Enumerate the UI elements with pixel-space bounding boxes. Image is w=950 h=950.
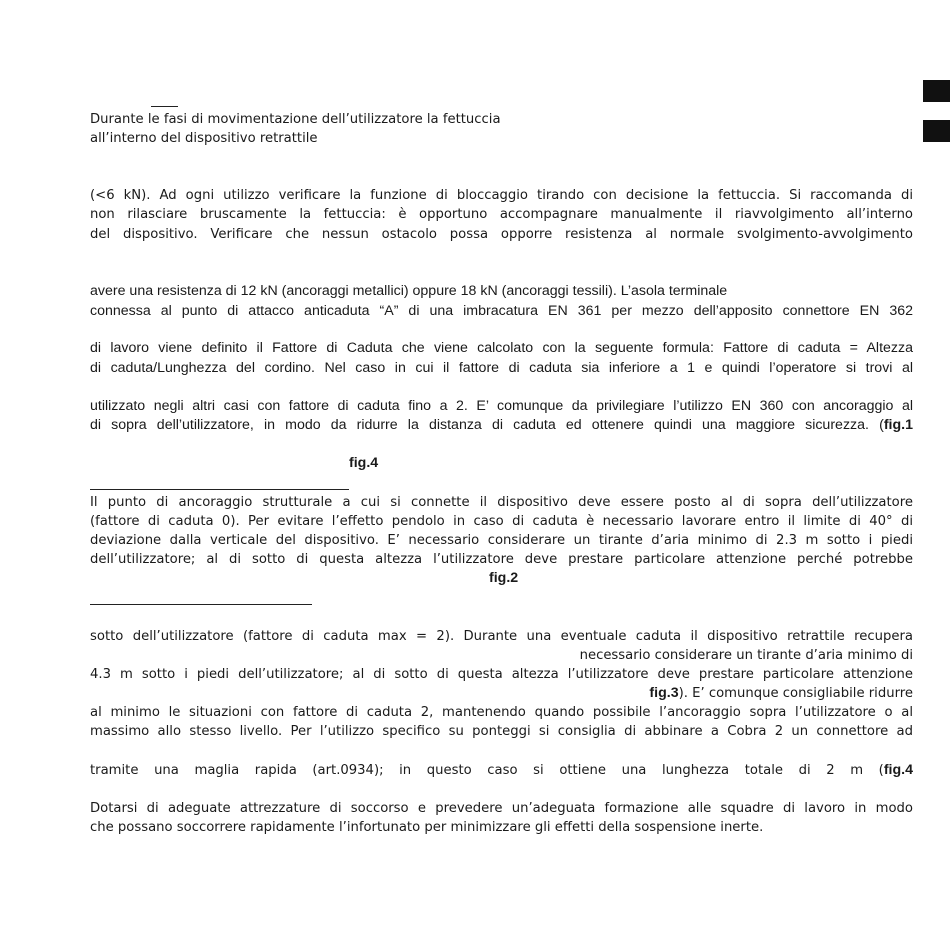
figure-reference: fig.1: [883, 417, 913, 433]
paragraph-line: di lavoro viene definito il Fattore di Caduta che viene calcolato con la seguente formula: Fattore di caduta = Altezza: [90, 340, 913, 356]
paragraph-line: al minimo le situazioni con fattore di caduta 2, mantenendo quando possibile l’ancoraggio sopra l’utilizzatore o al: [90, 705, 913, 720]
paragraph-text: tramite una maglia rapida (art.0934); in questo caso si ottiene una lunghezza totale di 2 m (: [90, 763, 884, 778]
paragraph-line: necessario considerare un tirante d’aria minimo di: [579, 648, 913, 663]
paragraph-line: (<6 kN). Ad ogni utilizzo verificare la funzione di bloccaggio tirando con decisione la fettuccia. Si raccomanda di: [90, 188, 913, 203]
paragraph-line: connessa al punto di attacco anticaduta “A” di una imbracatura EN 361 per mezzo dell’apposito connettore EN 362: [90, 303, 913, 319]
figure-caption: fig.2: [489, 570, 519, 586]
figure-caption: fig.4: [349, 455, 379, 471]
paragraph-line: che possano soccorrere rapidamente l’infortunato per minimizzare gli effetti della sospensione inerte.: [90, 820, 764, 835]
intro-line: Durante le fasi di movimentazione dell’utilizzatore la fettuccia: [90, 112, 501, 127]
figure-reference: fig.4: [883, 762, 913, 778]
paragraph-line: avere una resistenza di 12 kN (ancoraggi metallici) oppure 18 kN (ancoraggi tessili). L’asola terminale: [90, 283, 728, 299]
paragraph-line: [90, 416, 913, 435]
paragraph-line: [90, 761, 913, 780]
paragraph-line: massimo allo stesso livello. Per l’utilizzo specifico su ponteggi si consiglia di abbinare a Cobra 2 un connettore ad: [90, 724, 913, 739]
paragraph-line: Dotarsi di adeguate attrezzature di soccorso e prevedere un’adeguata formazione alle squadre di lavoro in modo: [90, 801, 913, 816]
divider: [151, 106, 178, 107]
divider: [90, 489, 349, 490]
paragraph-line: dell’utilizzatore; al di sotto di questa altezza l’utilizzatore deve prestare particolare attenzione perché potrebbe: [90, 552, 913, 567]
paragraph-line: (fattore di caduta 0). Per evitare l’effetto pendolo in caso di caduta è necessario lavorare entro il limite di 40° di: [90, 514, 913, 529]
section-tab-marker: [923, 120, 950, 142]
paragraph-line: Il punto di ancoraggio strutturale a cui si connette il dispositivo deve essere posto al di sopra dell’utilizzatore: [90, 495, 913, 510]
paragraph-line: sotto dell’utilizzatore (fattore di caduta max = 2). Durante una eventuale caduta il dispositivo retrattile recupera: [90, 629, 913, 644]
paragraph-line: non rilasciare bruscamente la fettuccia: è opportuno accompagnare manualmente il riavvolgimento all’interno: [90, 207, 913, 222]
paragraph-line: deviazione dalla verticale del dispositivo. E’ necessario considerare un tirante d’aria minimo di 2.3 m sotto i piedi: [90, 533, 913, 548]
intro-line: all’interno del dispositivo retrattile: [90, 131, 318, 146]
paragraph-line: 4.3 m sotto i piedi dell’utilizzatore; al di sotto di questa altezza l’utilizzatore deve prestare particolare attenzione: [90, 667, 913, 682]
paragraph-line: di caduta/Lunghezza del cordino. Nel caso in cui il fattore di caduta sia inferiore a 1 e quindi l’operatore si trovi al: [90, 360, 913, 376]
section-tab-marker: [923, 80, 950, 102]
paragraph-line: utilizzato negli altri casi con fattore di caduta fino a 2. E’ comunque da privilegiare l’utilizzo EN 360 con ancoraggio al: [90, 398, 913, 414]
figure-reference: fig.3: [649, 685, 679, 701]
paragraph-line: [90, 684, 913, 703]
paragraph-text: ). E’ comunque consigliabile ridurre: [678, 686, 913, 701]
paragraph-text: di sopra dell’utilizzatore, in modo da ridurre la distanza di caduta ed ottenere quindi una maggiore sicurezza. (: [90, 417, 884, 433]
paragraph-line: del dispositivo. Verificare che nessun ostacolo possa opporre resistenza al normale svolgimento-avvolgimento: [90, 227, 913, 242]
divider: [90, 604, 312, 605]
